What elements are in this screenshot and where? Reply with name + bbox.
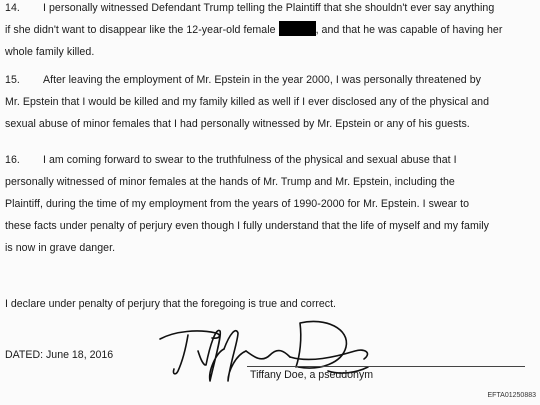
paragraph-16-line-2: personally witnessed of minor females at the hands of Mr. Trump and Mr. Epstein, including the: [5, 176, 455, 188]
signer-name: Tiffany Doe, a pseudonym: [250, 369, 374, 381]
paragraph-15-line-1: [5, 69, 537, 91]
paragraph-16: [5, 149, 537, 259]
paragraph-14-text-1: I personally witnessed Defendant Trump telling the Plaintiff that she shouldn't ever say anything: [43, 2, 495, 14]
paragraph-14-line-2: [5, 19, 537, 41]
paragraph-15-number: 15.: [5, 74, 20, 86]
paragraph-14-text-2b: , and that he was capable of having her: [315, 24, 503, 36]
paragraph-14-line-1: [5, 0, 537, 19]
paragraph-14-number: 14.: [5, 2, 20, 14]
signature-line: [247, 366, 525, 367]
document-id: EFTA01250883: [487, 392, 536, 399]
paragraph-16-number: 16.: [5, 154, 20, 166]
paragraph-14: [5, 0, 537, 63]
paragraph-15-text-1: After leaving the employment of Mr. Epstein in the year 2000, I was personally threatened by: [43, 74, 482, 86]
paragraph-15-line-3: sexual abuse of minor females that I had personally witnessed by Mr. Epstein or any of his guests.: [5, 118, 470, 130]
redaction-box: [279, 21, 316, 36]
paragraph-15: [5, 69, 537, 135]
paragraph-15-line-2: Mr. Epstein that I would be killed and my family killed as well if I ever disclosed any of the physical and: [5, 96, 490, 108]
paragraph-16-text-1: I am coming forward to swear to the truthfulness of the physical and sexual abuse that I: [43, 154, 457, 166]
paragraph-16-line-1: [5, 149, 537, 171]
paragraph-16-line-3: Plaintiff, during the time of my employment from the years of 1990-2000 for Mr. Epstein. I swear to: [5, 198, 470, 210]
paragraph-16-line-4: these facts under penalty of perjury even though I fully understand that the life of myself and my family: [5, 220, 489, 232]
paragraph-16-line-5: is now in grave danger.: [5, 242, 116, 254]
paragraph-14-line-3: whole family killed.: [5, 46, 95, 58]
date-line: DATED: June 18, 2016: [5, 349, 114, 361]
declaration-statement: I declare under penalty of perjury that the foregoing is true and correct.: [5, 298, 336, 310]
paragraph-14-text-2a: if she didn't want to disappear like the 12-year-old female: [5, 24, 276, 36]
